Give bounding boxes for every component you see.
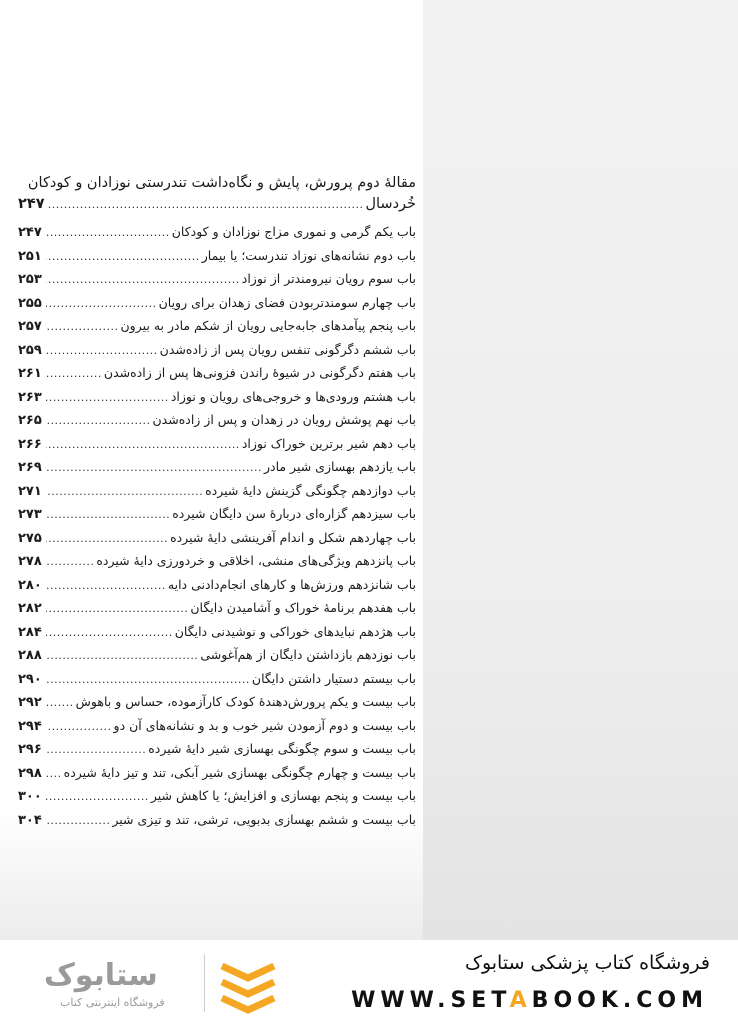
store-footer-banner [0,940,738,1024]
toc-entry-page-number: ۲۹۲ [18,695,42,710]
toc-entry-page-number: ۳۰۴ [18,812,42,828]
toc-entry-title: باب نهم پوشش رویان در زهدان و پس از زاده‌شدن [152,412,416,427]
toc-entry-title: باب چهارم سومندتربودن فضای زهدان برای رویان [158,294,416,310]
toc-entry-page-number: ۲۵۱ [18,248,42,264]
toc-entry-page-number: ۲۶۳ [18,389,42,405]
toc-entry-page-number: ۲۸۰ [18,577,42,593]
toc-entry-title: باب دهم شیر برترین خوراک نوزاد [241,435,416,451]
store-logo [36,948,286,1018]
toc-entry[interactable] [18,530,416,554]
toc-entry-title: باب نوزدهم بازداشتن دایگان از هم‌آغوشی [200,647,416,662]
toc-entry-title: باب هژدهم نبایدهای خوراکی و نوشیدنی دایگان [174,623,416,639]
leader-dots [46,414,152,427]
toc-entry-title: باب بیست و یکم پرورش‌دهندهٔ کودک کارآزموده، حساس و باهوش [75,694,416,709]
toc-entry-title: باب ششم دگرگونی تنفس رویان پس از زاده‌شدن [159,341,416,357]
toc-entry[interactable] [18,506,416,530]
leader-dots [46,297,159,310]
toc-entry[interactable] [18,459,416,483]
toc-entry[interactable] [18,765,416,789]
toc-entry[interactable] [18,224,416,248]
toc-entry-title: باب شانزدهم ورزش‌ها و کارهای انجام‌دادنی دایه [167,576,416,592]
toc-entry-title: باب دوازدهم چگونگی گزینش دایهٔ شیرده [205,482,416,498]
toc-entry-title: باب بیست و چهارم چگونگی بهسازی شیر آبکی، تند و تیز دایهٔ شیرده [63,764,416,780]
logo-wordmark: ستابوک [44,958,158,993]
leader-dots [46,226,172,239]
toc-entry-page-number: ۲۸۸ [18,648,42,663]
toc-entry-title: باب بیست و سوم چگونگی بهسازی شیر دایهٔ شیرده [148,741,416,756]
toc-entry[interactable] [18,271,416,295]
leader-dots [46,198,365,211]
leader-dots [46,696,76,709]
toc-entry-page-number: ۲۶۹ [18,460,42,475]
toc-entry[interactable] [18,812,416,836]
toc-entry-title: باب سیزدهم گزاره‌ای دربارهٔ سن دایگان شیرده [172,506,416,521]
logo-tagline: فروشگاه اینترنتی کتاب [60,996,165,1009]
toc-entry-page-number: ۲۷۱ [18,483,42,499]
store-url-accent: A [509,988,532,1013]
chevron-stack-logo-icon [216,952,280,1014]
toc-entry-title: باب دوم نشانه‌های نوزاد تندرست؛ یا بیمار [201,247,416,263]
leader-dots [46,532,170,545]
toc-entry-title: باب پنجم پیآمدهای جابه‌جایی رویان از شکم مادر به بیرون [120,318,416,333]
store-name: فروشگاه کتاب پزشکی ستابوک [464,952,710,974]
leader-dots [46,485,205,498]
toc-section-page-number: ۲۴۷ [18,196,45,212]
logo-divider [204,954,205,1012]
toc-entry-page-number: ۲۵۹ [18,342,42,358]
leader-dots [46,320,120,333]
leader-dots [46,508,172,521]
toc-entry-title: باب بیستم دستیار داشتن دایگان [251,670,416,686]
toc-entry-title: باب هفتم دگرگونی در شیوهٔ راندن فزونی‌ها پس از زاده‌شدن [103,365,416,380]
leader-dots [46,790,151,803]
toc-entry[interactable] [18,436,416,460]
toc-entry[interactable] [18,318,416,342]
leader-dots [46,743,148,756]
toc-entry[interactable] [18,718,416,742]
toc-entry-page-number: ۲۹۰ [18,671,42,687]
toc-entry[interactable] [18,553,416,577]
leader-dots [46,579,168,592]
toc-entry[interactable] [18,694,416,718]
store-url[interactable] [351,988,708,1013]
toc-entry-title: باب پانزدهم ویژگی‌های منشی، اخلاقی و خردورزی دایهٔ شیرده [96,553,416,568]
toc-entry-page-number: ۲۸۲ [18,601,42,616]
toc-entry-page-number: ۲۶۱ [18,366,42,381]
toc-entry-page-number: ۲۶۶ [18,436,42,452]
leader-dots [46,555,96,568]
leader-dots [46,602,190,615]
toc-entry-page-number: ۲۷۳ [18,507,42,522]
toc-entry[interactable] [18,248,416,272]
toc-entry-page-number: ۲۹۸ [18,765,42,781]
toc-entry[interactable] [18,600,416,624]
toc-entry-title: باب هفدهم برنامهٔ خوراک و آشامیدن دایگان [190,600,416,615]
toc-entry-page-number: ۲۷۵ [18,530,42,546]
toc-entry-page-number: ۲۷۸ [18,554,42,569]
toc-entry-title: باب بیست و ششم بهسازی بدبویی، ترشی، تند و تیزی شیر [112,811,416,827]
toc-entry[interactable] [18,342,416,366]
leader-dots [46,626,175,639]
toc-entry-page-number: ۲۸۴ [18,624,42,640]
toc-entry[interactable] [18,624,416,648]
leader-dots [46,438,242,451]
toc-entry-title: باب بیست و دوم آزمودن شیر خوب و بد و نشانه‌های آن دو [113,717,416,733]
toc-section-heading-continued [18,196,416,224]
toc-entry[interactable] [18,365,416,389]
leader-dots [46,367,104,380]
store-url-suffix: BOOK.COM [531,988,708,1013]
toc-entry-page-number: ۲۶۵ [18,413,42,428]
toc-entry-page-number: ۲۵۵ [18,295,42,311]
toc-entry[interactable] [18,483,416,507]
toc-entry-title: باب یازدهم بهسازی شیر مادر [263,459,416,474]
leader-dots [46,767,64,780]
toc-entry-page-number: ۲۵۳ [18,272,42,287]
toc-entry[interactable] [18,412,416,436]
toc-entry-title: باب یکم گرمی و نموری مزاج نوزادان و کودکان [171,224,416,239]
leader-dots [46,344,160,357]
toc-entry-page-number: ۲۴۷ [18,225,42,240]
toc-entry-title: باب سوم رویان نیرومندتر از نوزاد [241,271,416,286]
toc-section-heading-tail: خُردسال [365,196,416,212]
toc-entry-page-number: ۲۹۴ [18,718,42,734]
toc-entry-title: باب چهاردهم شکل و اندام آفرینشی دایهٔ شیرده [170,529,416,545]
toc-entry-title: باب بیست و پنجم بهسازی و افزایش؛ یا کاهش شیر [150,788,416,803]
toc-entry[interactable] [18,389,416,413]
leader-dots [46,273,242,286]
leader-dots [46,391,171,404]
leader-dots [46,461,264,474]
toc-entries [18,224,416,835]
toc-entry[interactable] [18,671,416,695]
store-url-prefix: WWW.SET [351,988,510,1013]
toc-entry[interactable] [18,295,416,319]
leader-dots [46,250,202,263]
toc-entry[interactable] [18,577,416,601]
toc-entry[interactable] [18,788,416,812]
toc-entry[interactable] [18,647,416,671]
toc-entry-page-number: ۲۹۶ [18,742,42,757]
leader-dots [46,814,112,827]
toc-section-heading: مقالهٔ دوم پرورش، پایش و نگاه‌داشت تندرستی نوزادان و کودکان [27,175,416,191]
leader-dots [46,649,200,662]
toc-entry-page-number: ۲۵۷ [18,319,42,334]
leader-dots [46,720,114,733]
table-of-contents [18,170,416,835]
toc-entry[interactable] [18,741,416,765]
page-margin-shade [423,0,738,940]
leader-dots [46,673,252,686]
toc-entry-title: باب هشتم ورودی‌ها و خروجی‌های رویان و نوزاد [170,388,416,404]
toc-entry-page-number: ۳۰۰ [18,789,42,804]
